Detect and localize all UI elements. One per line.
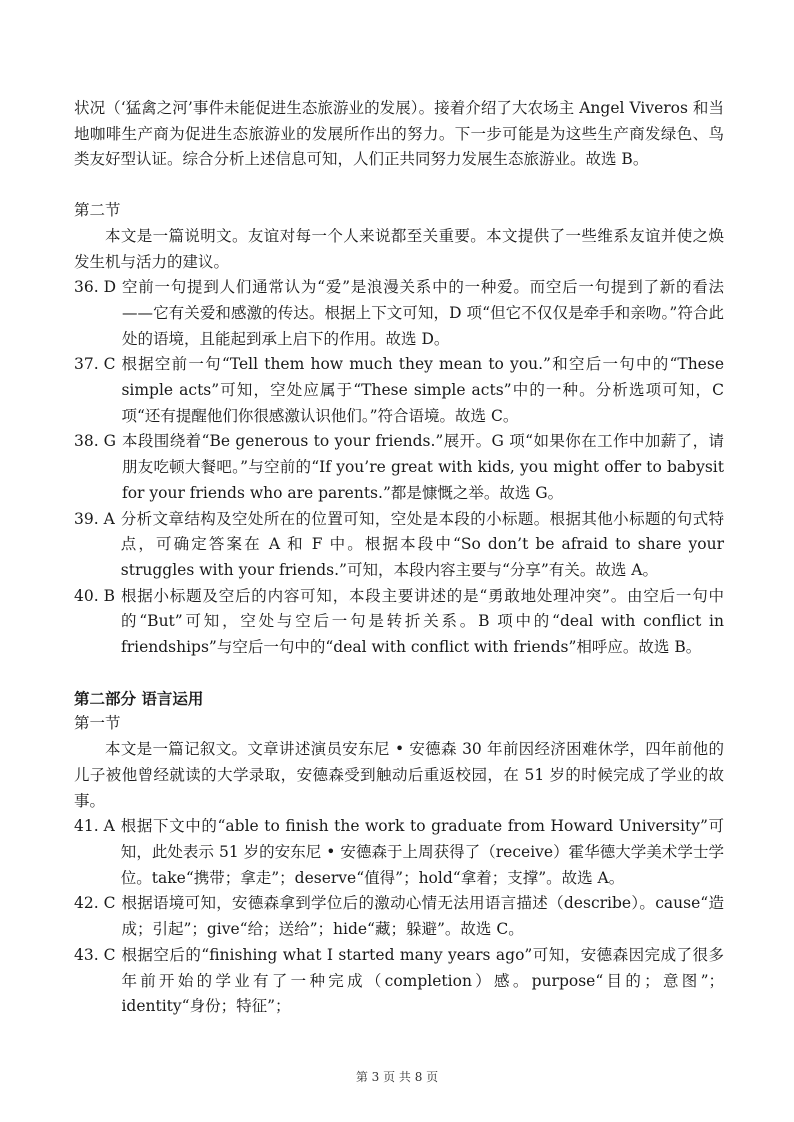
answer-item-41 (74, 814, 724, 891)
answer-number: 38. G (74, 432, 116, 451)
answer-number: 41. A (74, 817, 115, 836)
answer-item-38 (74, 429, 724, 506)
answer-item-39 (74, 507, 724, 584)
answer-explanation: 根据空前一句“Tell them how much they mean to you.”和空后一句中的“These simple acts”可知，空处应属于“These simple acts”中的一种。分析选项可知，C 项“还有提醒他们你很感激认识他们。”符合语境。故选 C。 (121, 355, 724, 425)
answer-number: 37. C (74, 355, 116, 374)
answer-item-36 (74, 275, 724, 352)
section-heading-1: 第一节 (74, 714, 121, 733)
section-heading-2: 第二节 (74, 201, 121, 220)
answer-number: 42. C (74, 894, 116, 913)
answer-item-40 (74, 584, 724, 661)
answer-explanation: 根据语境可知，安德森拿到学位后的激动心情无法用语言描述（describe）。cause“造成；引起”；give“给；送给”；hide“藏；躲避”。故选 C。 (121, 894, 724, 939)
answer-number: 36. D (74, 278, 117, 297)
answer-number: 39. A (74, 509, 115, 528)
intro-paragraph: 状况（‘猛禽之河’事件未能促进生态旅游业的发展）。接着介绍了大农场主 Angel Viveros 和当地咖啡生产商为促进生态旅游业的发展所作出的努力。下一步可能是为这些生产商发绿色、鸟类友好型认证。综合分析上述信息可知，人们正共同努力发展生态旅游业。故选 B。 (74, 99, 724, 169)
answer-explanation: 根据下文中的“able to finish the work to graduate from Howard University”可知，此处表示 51 岁的安东尼 • 安德森于上周获得了（receive）霍华德大学美术学士学位。take“携带；拿走”；deserve“值得”；hold“拿着；支撑”。故选 A。 (120, 817, 724, 887)
section-summary-1: 本文是一篇记叙文。文章讲述演员安东尼 • 安德森 30 年前因经济困难休学，四年前他的儿子被他曾经就读的大学录取，安德森受到触动后重返校园，在 51 岁的时候完成了学业的故事。 (74, 740, 724, 810)
answer-explanation: 空前一句提到人们通常认为“爱”是浪漫关系中的一种爱。而空后一句提到了新的看法——它有关爱和感激的传达。根据上下文可知，D 项“但它不仅仅是牵手和亲吻。”符合此处的语境，且能起到承上启下的作用。故选 D。 (122, 278, 724, 348)
answer-item-37 (74, 352, 724, 429)
answer-explanation: 本段围绕着“Be generous to your friends.”展开。G 项“如果你在工作中加薪了，请朋友吃顿大餐吧。”与空前的“If you’re great with kids, you might offer to babysit for your friends who are parents.”都是慷慨之举。故选 G。 (121, 432, 724, 502)
answer-explanation: 分析文章结构及空处所在的位置可知，空处是本段的小标题。根据其他小标题的句式特点，可确定答案在 A 和 F 中。根据本段中“So don’t be afraid to share your struggles with your friends.”可知，本段内容主要与“分享”有关。故选 A。 (120, 509, 724, 579)
page-content (74, 96, 724, 1020)
answer-number: 43. C (74, 945, 116, 964)
answer-explanation: 根据小标题及空后的内容可知，本段主要讲述的是“勇敢地处理冲突”。由空后一句中的“But”可知，空处与空后一句是转折关系。B 项中的“deal with conflict in friendships”与空后一句中的“deal with conflict with friends”相呼应。故选 B。 (120, 586, 724, 657)
answer-item-42 (74, 891, 724, 942)
part-title: 第二部分 语言运用 (74, 688, 204, 708)
section-summary-2: 本文是一篇说明文。友谊对每一个人来说都至关重要。本文提供了一些维系友谊并使之焕发生机与活力的建议。 (74, 226, 724, 271)
answer-number: 40. B (74, 586, 115, 605)
answer-explanation: 根据空后的“finishing what I started many years ago”可知，安德森因完成了很多年前开始的学业有了一种完成（completion）感。purpose“目的；意图”；identity“身份；特征”； (121, 945, 724, 1016)
answer-item-43 (74, 943, 724, 1020)
page-footer: 第 3 页 共 8 页 (355, 1070, 439, 1084)
